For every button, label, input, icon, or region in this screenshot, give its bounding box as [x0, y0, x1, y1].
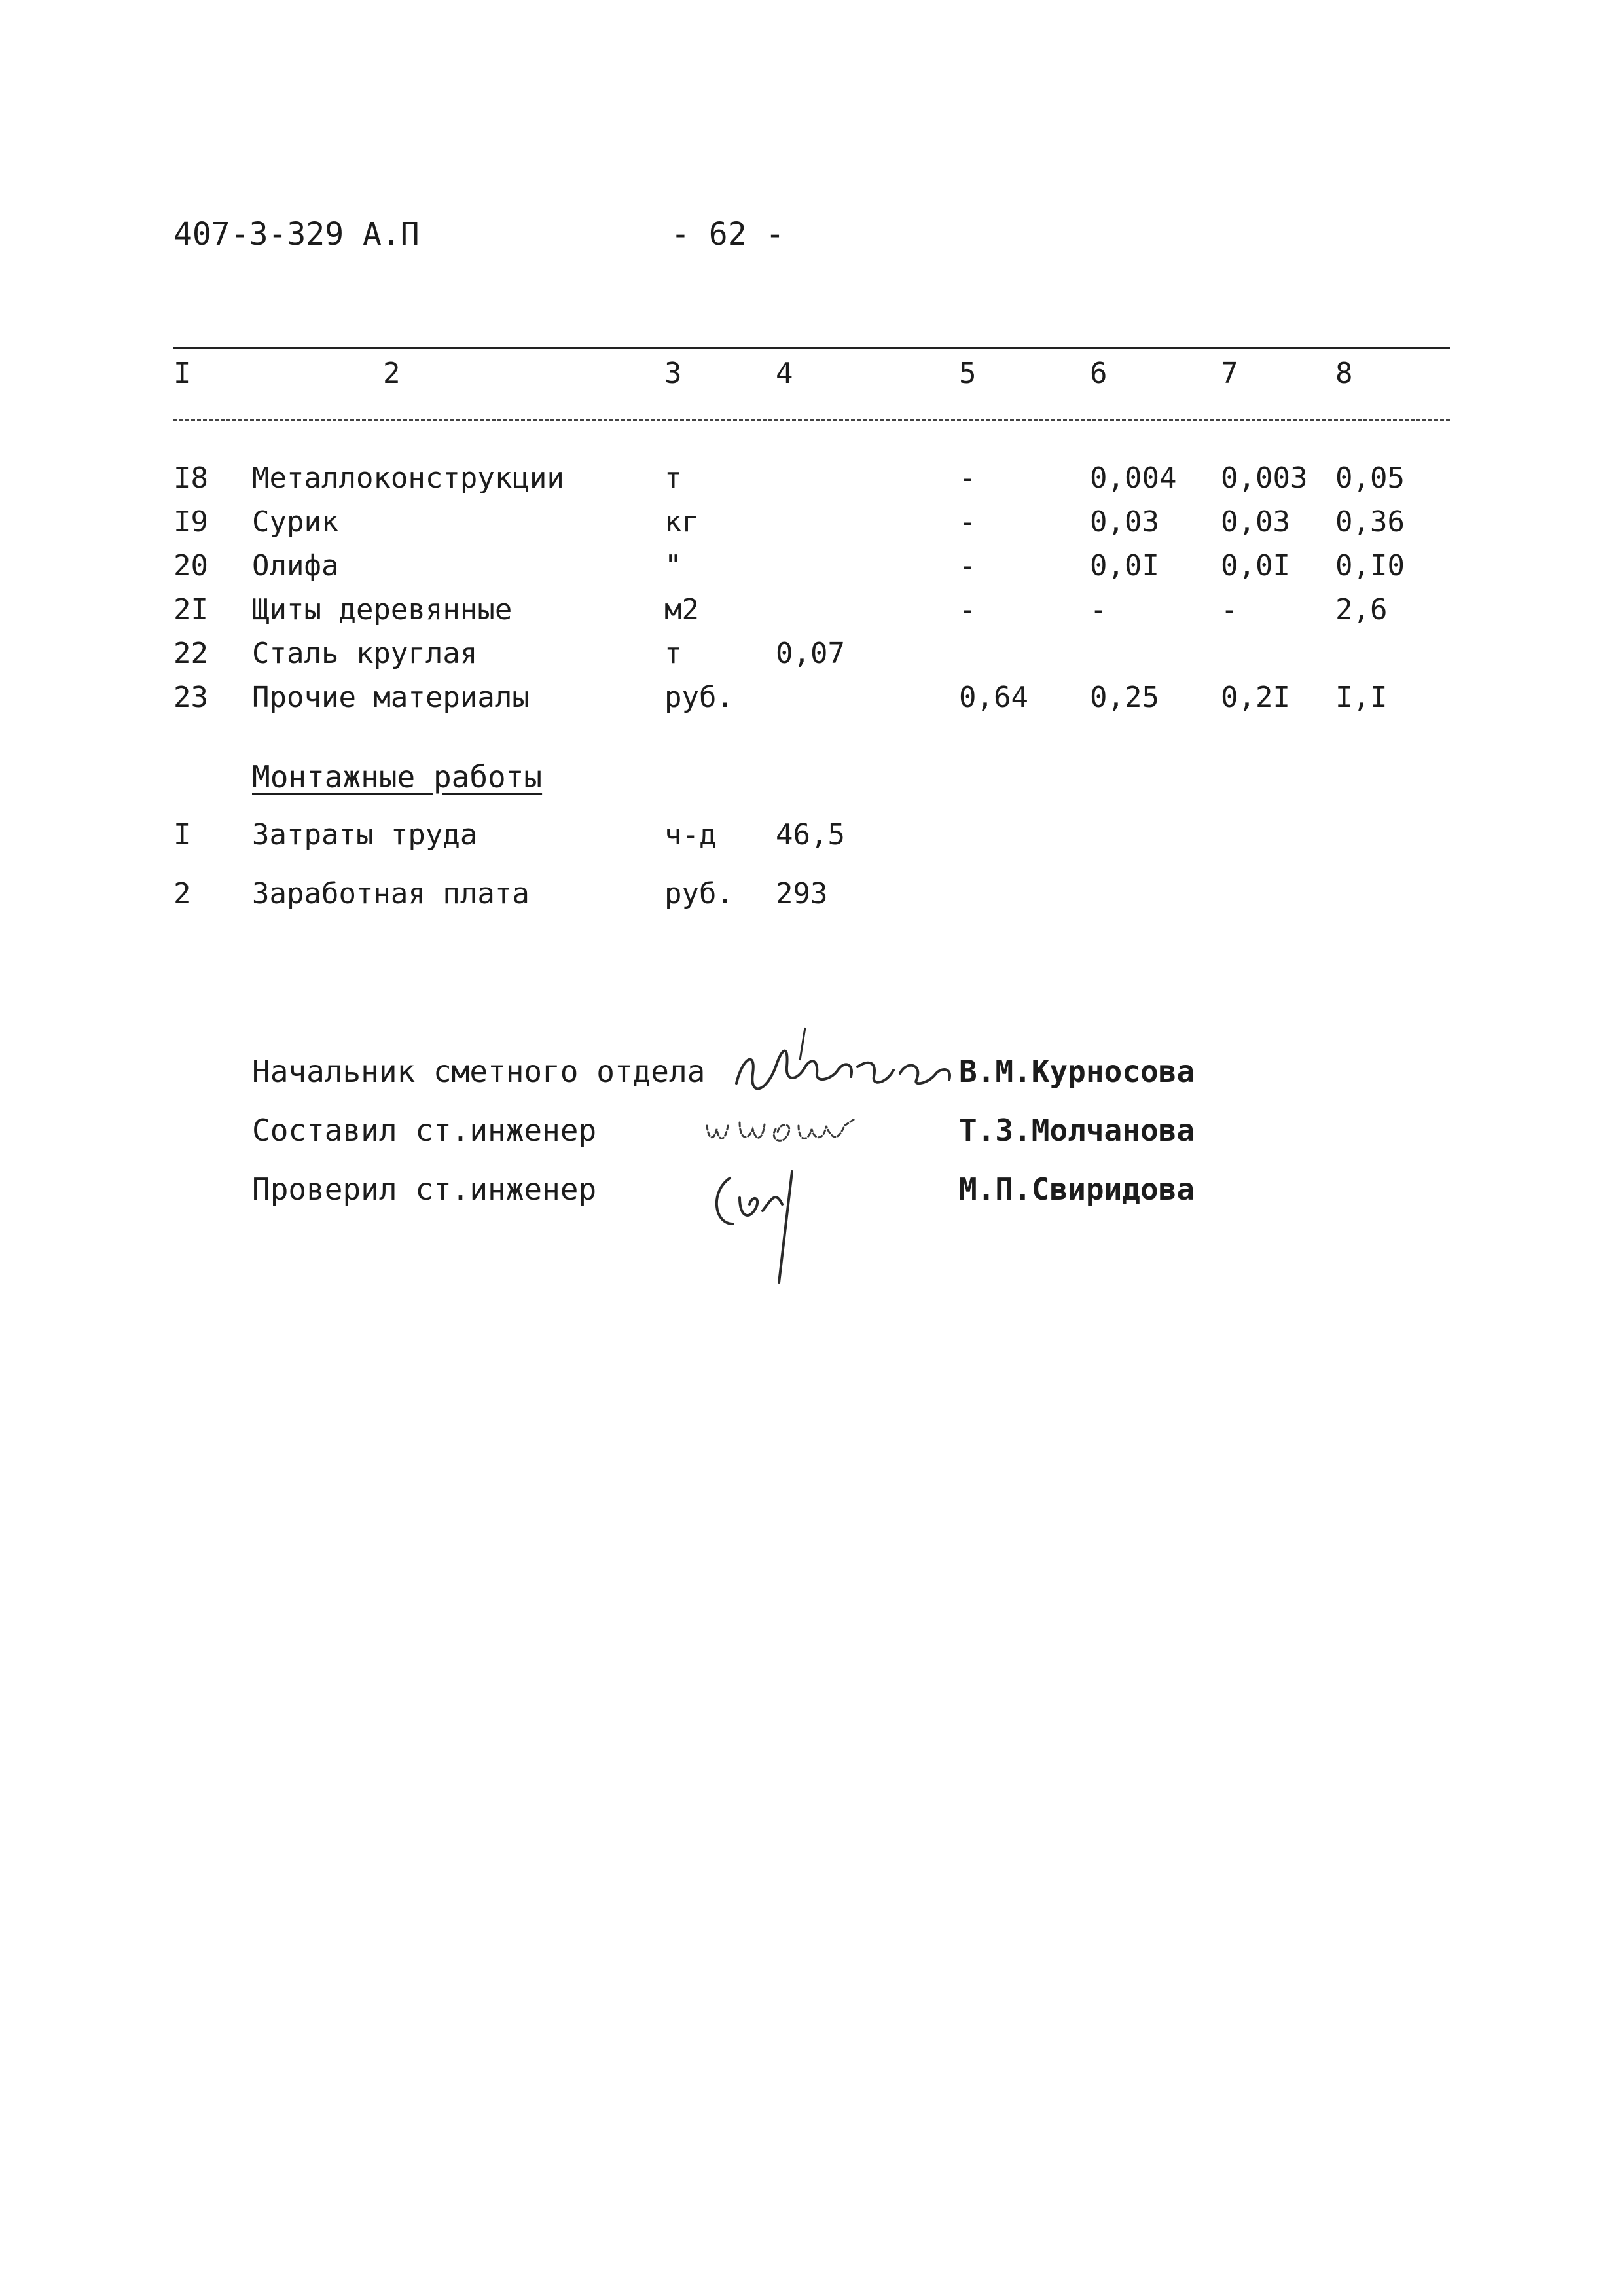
column-header: 6	[1090, 357, 1108, 390]
item-name: Щиты деревянные	[252, 593, 513, 626]
value-col-8: 0,05	[1335, 461, 1405, 495]
value-col-6: 0,03	[1090, 505, 1159, 539]
row-number: 2	[173, 877, 191, 910]
column-header: 4	[776, 357, 793, 390]
unit: т	[664, 461, 682, 495]
page-number: - 62 -	[671, 216, 785, 253]
row-number: I8	[173, 461, 208, 495]
row-number: 20	[173, 549, 208, 583]
value-col-4: 0,07	[776, 637, 845, 670]
unit: кг	[664, 505, 699, 539]
signer-title: Начальник сметного отдела	[252, 1054, 706, 1089]
signer-name: В.М.Курносова	[959, 1054, 1195, 1089]
value-col-8: 0,I0	[1335, 549, 1405, 583]
value-col-5: -	[959, 505, 977, 539]
handwritten-signature	[727, 1021, 1001, 1113]
item-name: Заработная плата	[252, 877, 530, 910]
value-col-4: 293	[776, 877, 828, 910]
item-name: Сурик	[252, 505, 339, 539]
signer-name: М.П.Свиридова	[959, 1172, 1195, 1207]
value-col-6: 0,25	[1090, 681, 1159, 714]
value-col-7: 0,0I	[1221, 549, 1290, 583]
value-col-8: 0,36	[1335, 505, 1405, 539]
value-col-8: I,I	[1335, 681, 1388, 714]
row-number: I	[173, 818, 191, 852]
item-name: Прочие материалы	[252, 681, 530, 714]
column-header: 8	[1335, 357, 1353, 390]
item-name: Металлоконструкции	[252, 461, 564, 495]
unit: руб.	[664, 681, 734, 714]
row-number: 23	[173, 681, 208, 714]
table-top-rule	[173, 347, 1450, 349]
table-header-rule	[173, 419, 1450, 421]
unit: т	[664, 637, 682, 670]
section-title: Монтажные работы	[252, 759, 543, 795]
value-col-6: 0,0I	[1090, 549, 1159, 583]
column-header: 5	[959, 357, 977, 390]
value-col-5: 0,64	[959, 681, 1028, 714]
value-col-7: 0,03	[1221, 505, 1290, 539]
column-header: I	[173, 357, 191, 390]
row-number: 2I	[173, 593, 208, 626]
unit: м2	[664, 593, 699, 626]
unit: руб.	[664, 877, 734, 910]
column-header: 3	[664, 357, 682, 390]
document-id: 407-3-329 А.П	[173, 216, 420, 253]
column-header: 2	[383, 357, 401, 390]
value-col-7: -	[1221, 593, 1238, 626]
item-name: Затраты труда	[252, 818, 478, 852]
handwritten-signature	[700, 1152, 831, 1296]
value-col-6: -	[1090, 593, 1108, 626]
value-col-8: 2,6	[1335, 593, 1388, 626]
column-header: 7	[1221, 357, 1238, 390]
row-number: 22	[173, 637, 208, 670]
value-col-5: -	[959, 461, 977, 495]
row-number: I9	[173, 505, 208, 539]
signer-title: Составил ст.инженер	[252, 1113, 597, 1148]
value-col-6: 0,004	[1090, 461, 1177, 495]
item-name: Сталь круглая	[252, 637, 478, 670]
unit: ч-д	[664, 818, 717, 852]
value-col-7: 0,2I	[1221, 681, 1290, 714]
value-col-5: -	[959, 549, 977, 583]
unit: "	[664, 549, 682, 583]
item-name: Олифа	[252, 549, 339, 583]
signer-title: Проверил ст.инженер	[252, 1172, 597, 1207]
value-col-4: 46,5	[776, 818, 845, 852]
signer-name: Т.З.Молчанова	[959, 1113, 1195, 1148]
value-col-7: 0,003	[1221, 461, 1308, 495]
value-col-5: -	[959, 593, 977, 626]
